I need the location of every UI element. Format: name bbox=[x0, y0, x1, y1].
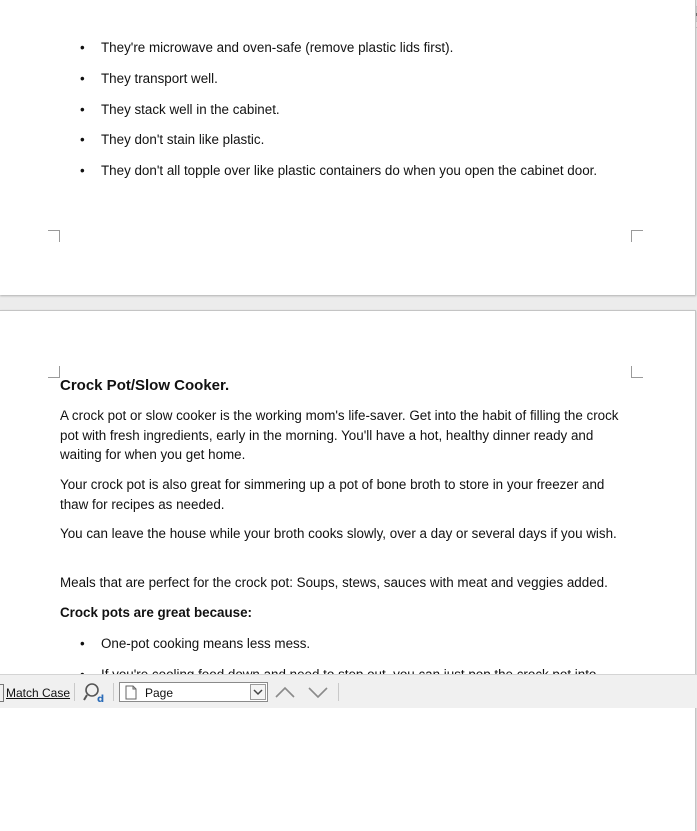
page-2[interactable] bbox=[0, 310, 696, 831]
list-item: • They transport well. bbox=[80, 71, 218, 86]
crop-mark-icon bbox=[631, 230, 643, 242]
bullet-icon: • bbox=[80, 636, 85, 651]
toolbar-separator bbox=[338, 683, 339, 701]
list-item: • They don't all topple over like plastic containers do when you open the cabinet door. bbox=[80, 163, 598, 178]
crop-mark-icon bbox=[631, 366, 643, 378]
search-scope-value: Page bbox=[145, 686, 174, 700]
find-previous-chevron-up-icon[interactable] bbox=[273, 684, 297, 700]
toolbar-separator bbox=[74, 683, 75, 701]
paragraph: Meals that are perfect for the crock pot: Soups, stews, sauces with meat and veggies added. bbox=[60, 575, 608, 590]
subheading: Crock pots are great because: bbox=[60, 605, 253, 620]
paragraph: Your crock pot is also great for simmering up a pot of bone broth to store in your freezer and thaw for recipes as needed. bbox=[60, 477, 605, 512]
crop-mark-icon bbox=[48, 230, 60, 242]
toolbar-separator bbox=[113, 683, 114, 701]
bullet-icon: • bbox=[80, 163, 85, 178]
paragraph: You can leave the house while your broth cooks slowly, over a day or several days if you wish. bbox=[60, 526, 617, 541]
paragraph: A crock pot or slow cooker is the working mom's life-saver. Get into the habit of filling the crock pot with fresh ingredients, early in the morning. You'll have a hot, healthy dinner ready and waiting for when you get home. bbox=[60, 408, 619, 462]
find-next-chevron-down-icon[interactable] bbox=[306, 684, 330, 700]
match-case-checkbox-label[interactable]: Match Case bbox=[6, 686, 71, 700]
bullet-icon: • bbox=[80, 132, 85, 147]
checkbox-edge[interactable] bbox=[0, 684, 4, 702]
bullet-icon: • bbox=[80, 40, 85, 55]
list-item: • They're microwave and oven-safe (remove plastic lids first). bbox=[80, 40, 454, 55]
list-item: • They stack well in the cabinet. bbox=[80, 102, 280, 117]
crop-mark-icon bbox=[48, 366, 60, 378]
bullet-icon: • bbox=[80, 71, 85, 86]
list-item: • One-pot cooking means less mess. bbox=[80, 636, 311, 651]
find-toolbar bbox=[0, 674, 697, 708]
page-icon bbox=[124, 685, 138, 700]
document-canvas[interactable] bbox=[0, 28, 697, 674]
list-item: • They don't stain like plastic. bbox=[80, 132, 265, 147]
section-heading: Crock Pot/Slow Cooker. bbox=[60, 377, 230, 394]
page-1[interactable] bbox=[0, 0, 696, 295]
bullet-icon: • bbox=[80, 102, 85, 117]
svg-text:d: d bbox=[97, 694, 105, 705]
search-scope-select[interactable] bbox=[119, 682, 268, 702]
dropdown-arrow-icon[interactable] bbox=[250, 684, 266, 700]
find-all-magnifier-icon[interactable] bbox=[83, 681, 107, 705]
